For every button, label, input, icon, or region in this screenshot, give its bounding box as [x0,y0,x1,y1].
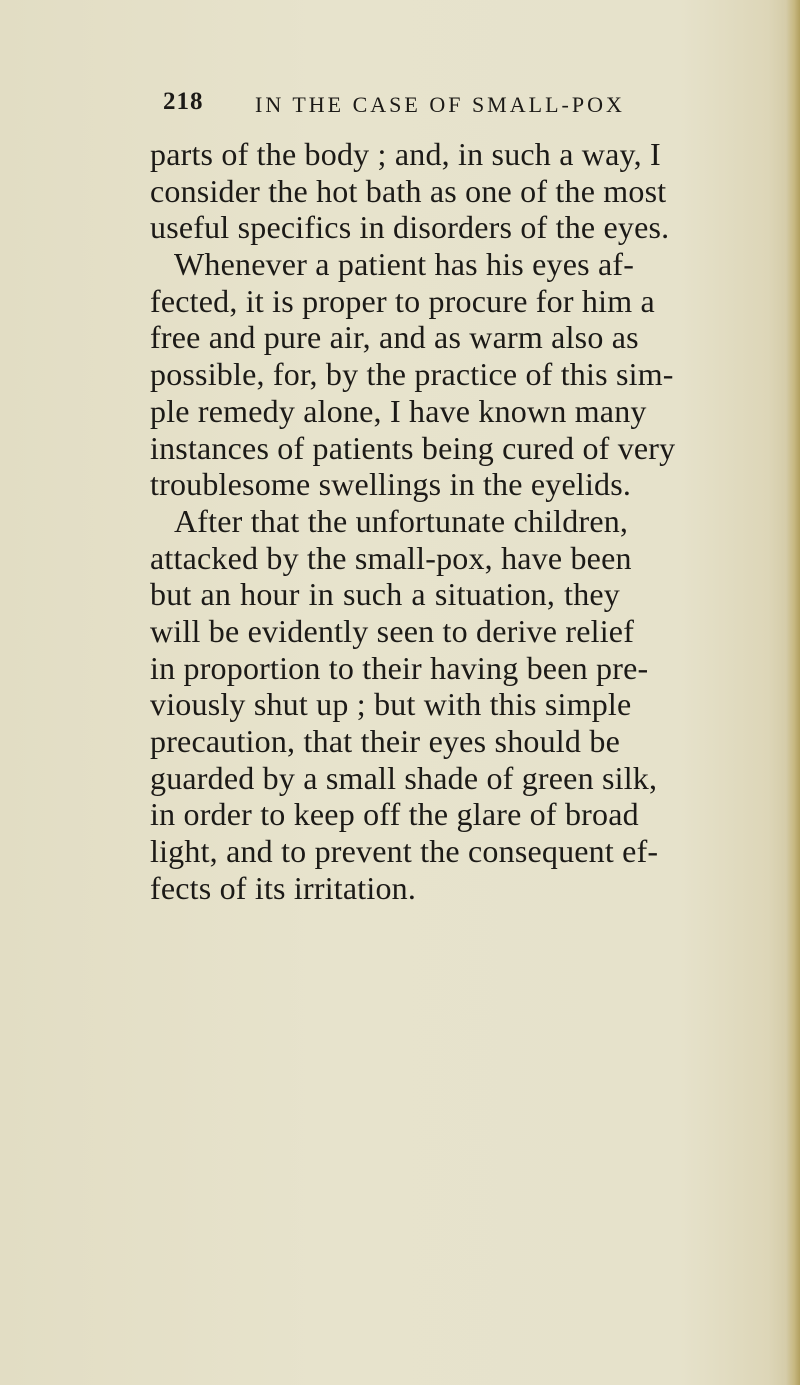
page-edge-shadow [786,0,800,1385]
text-line: but an hour in such a situation, they [150,576,620,613]
text-line: fects of its irritation. [150,869,417,906]
body-text [150,136,676,906]
text-line: consider the hot bath as one of the most [150,172,667,209]
paragraph-start-line: Whenever a patient has his eyes af- [174,246,635,283]
text-line: fected, it is proper to procure for him a [150,282,655,319]
text-line: instances of patients being cured of very [150,429,676,466]
text-line: useful specifics in disorders of the eyes. [150,209,670,246]
text-line: precaution, that their eyes should be [150,723,620,759]
page-number: 218 [163,88,204,115]
text-line: attacked by the small-pox, have been [150,539,632,576]
running-head: IN THE CASE OF SMALL-POX [255,92,625,117]
text-line: parts of the body ; and, in such a way, I [150,136,661,172]
text-line: guarded by a small shade of green silk, [150,759,658,796]
text-line: light, and to prevent the consequent ef- [150,833,659,870]
text-line: possible, for, by the practice of this sim- [150,356,674,393]
text-line: will be evidently seen to derive relief [150,612,635,649]
text-line: in proportion to their having been pre- [150,649,649,686]
page-header [163,88,633,122]
text-line: ple remedy alone, I have known many [150,392,647,429]
text-line: troublesome swellings in the eyelids. [150,466,632,503]
paragraph-start-line: After that the unfortunate children, [174,502,629,539]
text-line: in order to keep off the glare of broad [150,796,639,833]
text-line: viously shut up ; but with this simple [150,686,632,723]
text-line: free and pure air, and as warm also as [150,319,639,356]
